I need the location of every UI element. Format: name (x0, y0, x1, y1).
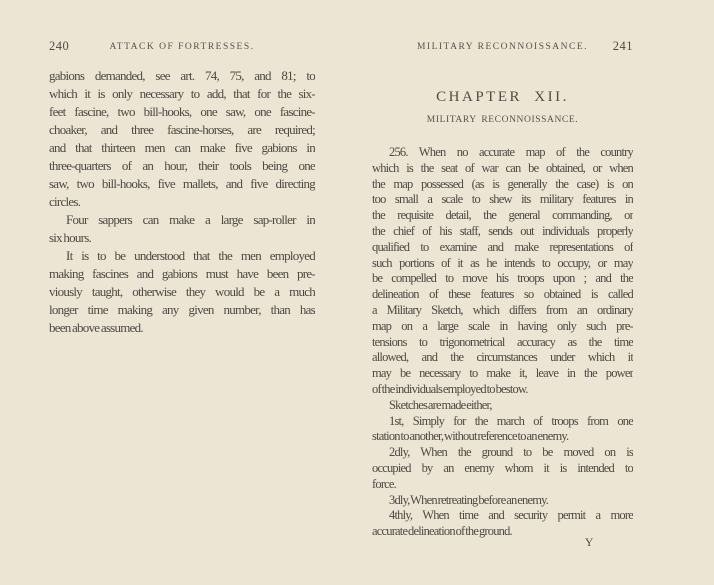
left-page-body (49, 67, 315, 337)
paragraph (372, 145, 633, 398)
text-line: force. (372, 476, 396, 491)
text-line: of the individuals employed to bestow. (372, 381, 528, 396)
right-header-title: MILITARY RECONNOISSANCE. (416, 42, 589, 52)
left-header-title: ATTACK OF FORTRESSES. (109, 42, 255, 52)
text-line: may be necessary to make it, leave in the power (372, 366, 633, 381)
right-page-body (372, 145, 633, 540)
text-line: the chief of his staff, sends out individuals properly (372, 223, 633, 238)
left-page (49, 0, 315, 585)
text-line: choaker, and three fascine-horses, are required; (49, 122, 315, 137)
chapter-heading: CHAPTER XII. (436, 89, 569, 105)
text-line: making fascines and gabions must have been pre- (49, 266, 315, 281)
text-line: Four sappers can make a large sap-roller in (66, 212, 315, 227)
text-line: qualified to examine and make representations of (372, 239, 633, 254)
paragraph (49, 67, 315, 211)
text-line: tensions to trigonometrical accuracy as the time (372, 334, 633, 349)
paragraph (49, 211, 315, 247)
left-running-header (49, 39, 315, 56)
text-line: It is to be understood that the men employed (66, 248, 315, 263)
text-line: circles. (49, 194, 81, 209)
right-running-header (372, 39, 633, 56)
text-line: accurate delineation of the ground. (372, 524, 512, 539)
paragraph (49, 247, 315, 337)
text-line: occupied by an enemy whom it is intended to (372, 460, 633, 475)
text-line: be compelled to move his troops upon ; and the (372, 271, 633, 286)
text-line: feet fascine, two bill-hooks, one saw, one fascine- (49, 104, 315, 119)
paragraph (372, 508, 633, 540)
right-page-number: 241 (612, 39, 633, 53)
text-line: a Military Sketch, which differs from an ordinary (372, 302, 633, 317)
text-line: too small a scale to shew its military features in (372, 192, 633, 207)
text-line: 256. When no accurate map of the country (389, 145, 633, 159)
text-line: 3dly, When retreating before an enemy. (389, 492, 549, 507)
text-line: allowed, and the circumstances under which it (372, 350, 633, 365)
text-line: the requisite detail, the general commanding, or (372, 208, 633, 223)
catchword: Y (585, 537, 594, 549)
text-line: longer time making any given number, than has (49, 302, 315, 317)
text-line: such portions of it as he intends to occupy, or may (372, 255, 633, 270)
text-line: viously taught, otherwise they would be a much (49, 284, 315, 299)
text-line: gabions demanded, see art. 74, 75, and 81; to (49, 68, 315, 83)
paragraph (372, 493, 633, 509)
text-line: which is the seat of war can be obtained, or when (372, 160, 633, 175)
text-line: delineation of these features so obtained is called (372, 287, 633, 302)
right-page (372, 0, 633, 585)
text-line: the map possessed (as is generally the case) is on (372, 176, 633, 191)
paragraph (372, 414, 633, 446)
left-page-number: 240 (49, 39, 70, 53)
text-line: 2dly, When the ground to be moved on is (389, 445, 633, 460)
text-line: three-quarters of an hour, their tools being one (49, 158, 315, 173)
section-heading: MILITARY RECONNOISSANCE. (426, 115, 579, 125)
text-line: six hours. (49, 230, 92, 245)
text-line: 4thly, When time and security permit a more (389, 508, 633, 523)
text-line: which it is only necessary to add, that for the six- (49, 86, 315, 101)
text-line: station to another, without reference to an enemy. (372, 429, 569, 444)
text-line: 1st, Simply for the march of troops from one (389, 413, 633, 428)
paragraph (372, 445, 633, 492)
text-line: and that thirteen men can make five gabions in (49, 140, 315, 155)
paragraph (372, 398, 633, 414)
text-line: Sketches are made either, (389, 397, 492, 412)
text-line: saw, two bill-hooks, five mallets, and five directing (49, 176, 315, 191)
text-line: been above assumed. (49, 320, 143, 335)
text-line: map on a large scale in having only such pre- (372, 318, 633, 333)
